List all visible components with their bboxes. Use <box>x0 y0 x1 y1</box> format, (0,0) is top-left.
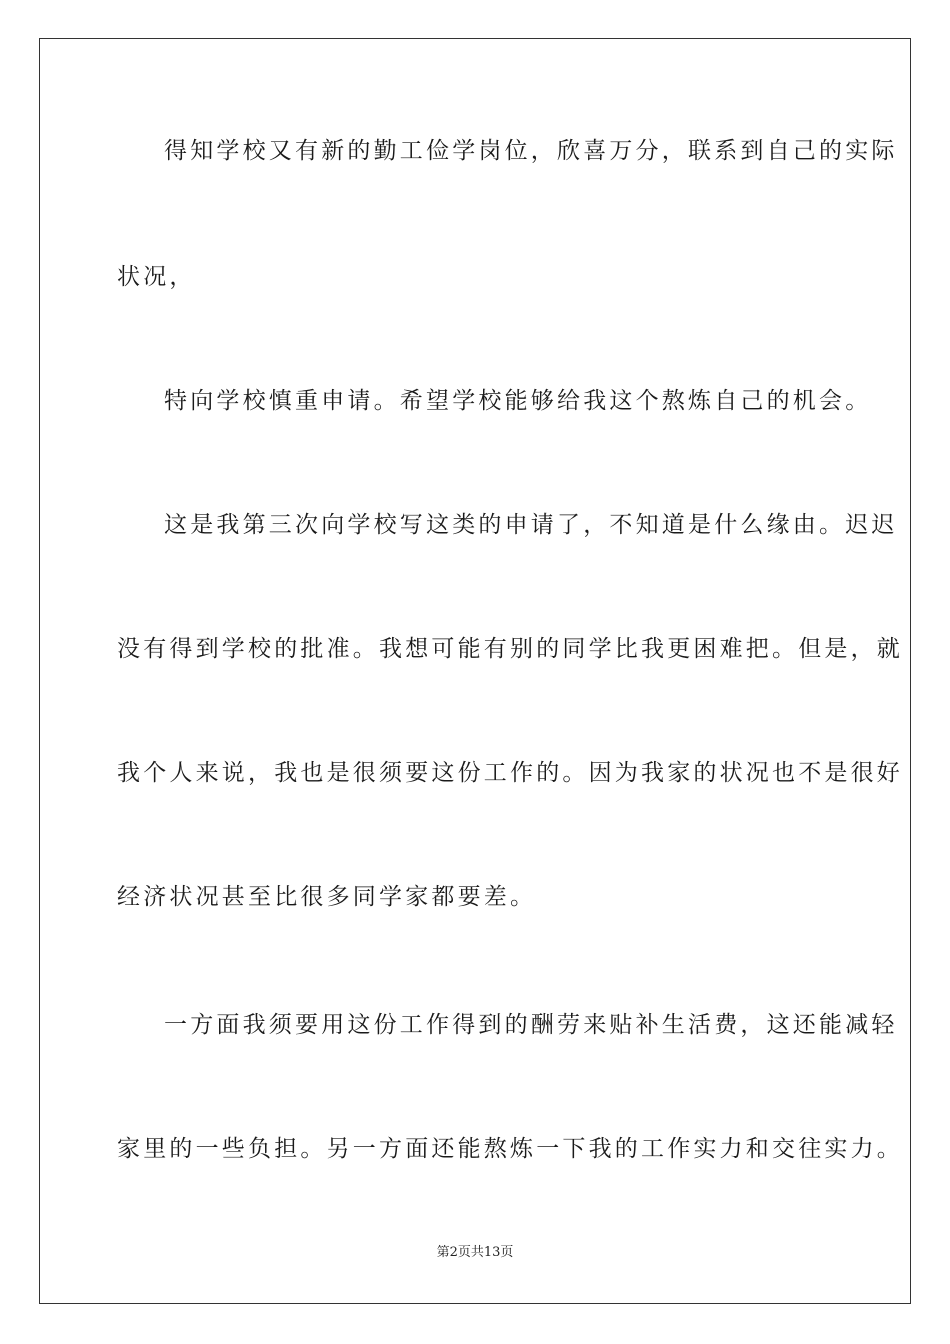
text-line-2: 状况， <box>117 264 196 290</box>
text-line-5: 没有得到学校的批准。我想可能有别的同学比我更困难把。但是，就 <box>117 636 903 662</box>
page-frame <box>39 38 911 1304</box>
page-number: 第2页 <box>436 1245 471 1260</box>
text-line-4: 这是我第三次向学校写这类的申请了，不知道是什么缘由。迟迟 <box>164 512 898 538</box>
page-footer <box>0 1244 950 1262</box>
text-line-6: 我个人来说，我也是很须要这份工作的。因为我家的状况也不是很好 <box>117 760 903 786</box>
text-line-8: 一方面我须要用这份工作得到的酬劳来贴补生活费，这还能减轻 <box>164 1012 898 1038</box>
text-line-1: 得知学校又有新的勤工俭学岗位，欣喜万分，联系到自己的实际 <box>164 138 898 164</box>
page-total: 共13页 <box>470 1245 514 1260</box>
text-line-7: 经济状况甚至比很多同学家都要差。 <box>117 884 537 910</box>
text-line-9: 家里的一些负担。另一方面还能熬炼一下我的工作实力和交往实力。 <box>117 1136 903 1162</box>
text-line-3: 特向学校慎重申请。希望学校能够给我这个熬炼自己的机会。 <box>164 388 872 414</box>
